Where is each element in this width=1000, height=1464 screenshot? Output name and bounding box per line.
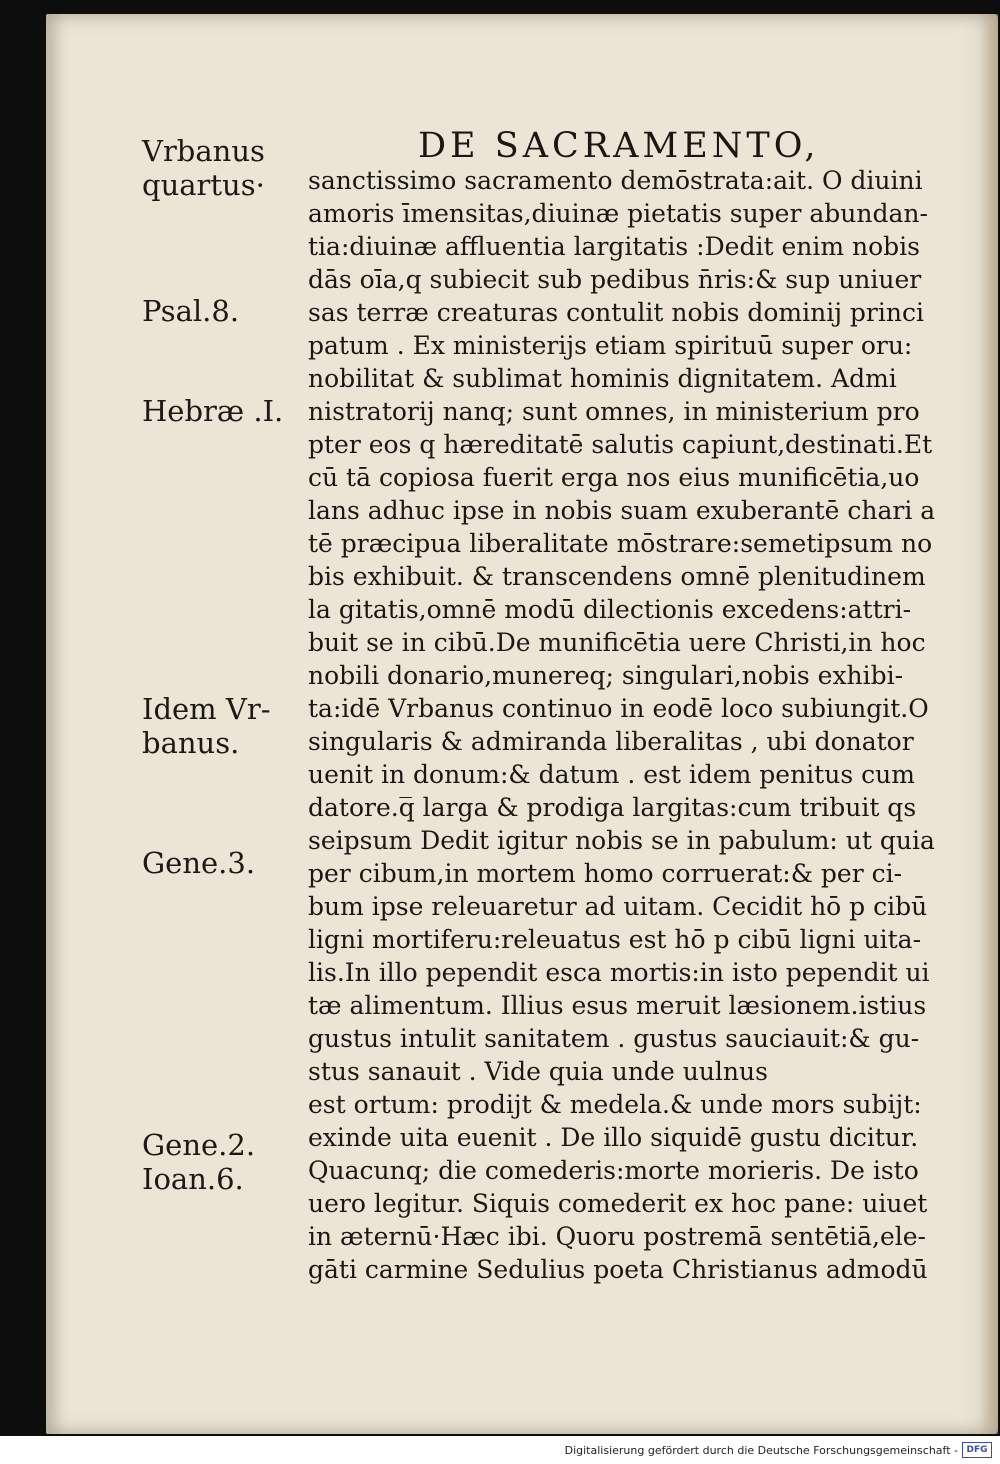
- text-line: pter eos q hæreditatē salutis capiunt,destinati.Et: [308, 430, 933, 459]
- text-line: amoris īmensitas,diuinæ pietatis super abundan-: [308, 199, 928, 228]
- text-line: nobilitat & sublimat hominis dignitatem. Admi: [308, 364, 897, 393]
- text-line: sas terræ creaturas contulit nobis dominij princi: [308, 298, 924, 327]
- text-line: nistratorij nanq; sunt omnes, in ministerium pro: [308, 397, 920, 426]
- margin-note-hebr: Hebræ .I.: [142, 394, 284, 428]
- text-line: stus sanauit . Vide quia unde uulnus: [308, 1057, 768, 1086]
- text-line: ta:idē Vrbanus continuo in eodē loco subiungit.O: [308, 694, 929, 723]
- text-line: datore.q̅ larga & prodiga largitas:cum tribuit qs: [308, 793, 917, 822]
- margin-note-vrbanus: Vrbanus quartus·: [142, 134, 265, 202]
- margin-note-idem-vrbanus: Idem Vr- banus.: [142, 692, 271, 760]
- text-line: dās oīa,q subiecit sub pedibus n̄ris:& sup uniuer: [308, 265, 922, 294]
- text-line: nobili donario,munereq; singulari,nobis exhibi-: [308, 661, 904, 690]
- text-line: buit se in cibū.De munificētia uere Christi,in hoc: [308, 628, 926, 657]
- text-line: gāti carmine Sedulius poeta Christianus admodū: [308, 1255, 928, 1284]
- text-line: patum . Ex ministerijs etiam spirituū super oru:: [308, 331, 913, 360]
- text-line: sanctissimo sacramento demōstrata:ait. O diuini: [308, 166, 923, 195]
- text-line: tē præcipua liberalitate mōstrare:semetipsum no: [308, 529, 933, 558]
- book-page: [46, 14, 998, 1434]
- text-line: per cibum,in mortem homo corruerat:& per ci-: [308, 859, 903, 888]
- margin-note-psal: Psal.8.: [142, 294, 240, 328]
- text-line: bum ipse releuaretur ad uitam. Cecidit hō p cibū: [308, 892, 928, 921]
- text-line: gustus intulit sanitatem . gustus sauciauit:& gu-: [308, 1024, 920, 1053]
- dfg-logo: DFG: [962, 1442, 992, 1458]
- text-line: uero legitur. Siquis comederit ex hoc pane: uiuet: [308, 1189, 928, 1218]
- text-line: lis.In illo pependit esca mortis:in isto pependit ui: [308, 958, 930, 987]
- text-line: seipsum Dedit igitur nobis se in pabulum: ut quia: [308, 826, 935, 855]
- text-line: tia:diuinæ affluentia largitatis :Dedit enim nobis: [308, 232, 920, 261]
- text-line: exinde uita euenit . De illo siquidē gustu dicitur.: [308, 1123, 919, 1152]
- body-text: [308, 164, 988, 1286]
- text-line: tæ alimentum. Illius esus meruit læsionem.istius: [308, 991, 927, 1020]
- text-line: ligni mortiferu:releuatus est hō p cibū ligni uita-: [308, 925, 922, 954]
- text-line: singularis & admiranda liberalitas , ubi donator: [308, 727, 914, 756]
- text-line: bis exhibuit. & transcendens omnē plenitudinem: [308, 562, 926, 591]
- footer-credit: Digitalisierung gefördert durch die Deutsche Forschungsgemeinschaft -: [564, 1444, 958, 1457]
- text-line: lans adhuc ipse in nobis suam exuberantē chari a: [308, 496, 936, 525]
- text-line: la gitatis,omnē modū dilectionis excedens:attri-: [308, 595, 912, 624]
- text-line: est ortum: prodijt & medela.& unde mors subijt:: [308, 1090, 922, 1119]
- text-line: cū tā copiosa fuerit erga nos eius munificētia,uo: [308, 463, 920, 492]
- margin-note-gene2-ioan6: Gene.2. Ioan.6.: [142, 1128, 256, 1196]
- running-title: DE SACRAMENTO,: [418, 126, 820, 166]
- margin-note-gene3: Gene.3.: [142, 846, 256, 880]
- text-line: uenit in donum:& datum . est idem penitus cum: [308, 760, 915, 789]
- text-line: in æternū·Hæc ibi. Quoru postremā sentētiā,ele-: [308, 1222, 926, 1251]
- footer-bar: [0, 1436, 1000, 1464]
- text-line: Quacunq; die comederis:morte morieris. De isto: [308, 1156, 919, 1185]
